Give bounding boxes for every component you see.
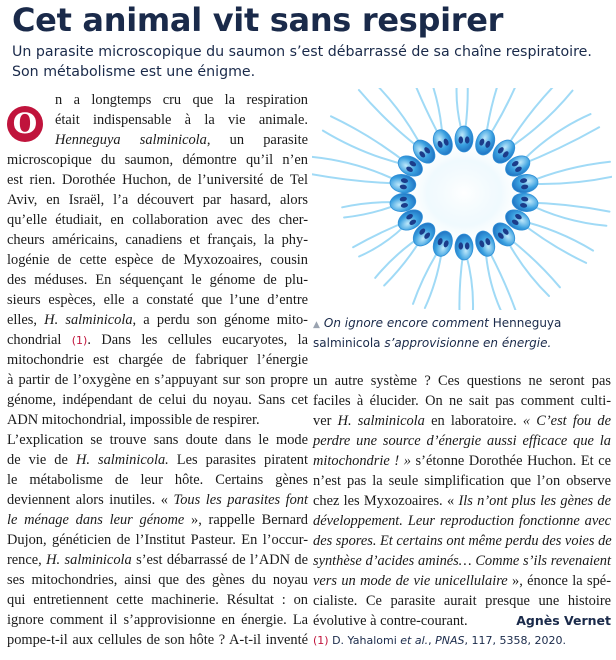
body-line: des méduses. En séquençant le génome de plu- — [7, 272, 308, 288]
body-text: s’étonne Dorothée Huchon. Et ce — [410, 453, 612, 469]
body-line: logénie de cette espèce de Myxozoaires, cousin — [7, 252, 308, 268]
body-text: ver — [313, 413, 338, 429]
deck-line: Son métabolisme est une énigme. — [12, 64, 256, 80]
quote: Tous les parasites font — [173, 492, 309, 508]
parasite-spore — [455, 126, 473, 152]
body-line — [7, 330, 308, 350]
body-text: », énonce la spé- — [507, 573, 611, 589]
parasite-tail — [312, 173, 403, 184]
parasite-illustration — [312, 88, 612, 310]
footnote-text: , 117, 5358, 2020. — [464, 634, 566, 647]
body-line: Aviv, en Israël, l’a découvert par hasard, alors — [7, 192, 308, 208]
triangle-icon: ▲ — [313, 320, 320, 330]
footnote-text: D. Yahalomi — [328, 634, 401, 647]
body-text: , a perdu son génome mito- — [132, 312, 308, 328]
caption-text: On ignore encore comment — [323, 316, 493, 330]
body-line — [7, 130, 308, 150]
body-line: faciles à élucider. On ne sait pas comment culti- — [313, 393, 611, 409]
quote: le ménage dans leur génome — [7, 512, 185, 528]
body-text: évolutive à contre-courant. — [313, 613, 468, 629]
footnote-marker: (1) — [313, 634, 329, 647]
article-deck — [12, 42, 608, 82]
body-line: mitochondrie est chargée de fabriquer l’énergie — [7, 352, 308, 368]
body-text: . Dans les cellules eucaryotes, la — [87, 332, 308, 348]
body-line: est rien. Dorothée Huchon, de l’université de Tel — [7, 172, 308, 188]
caption-species: salminicola — [313, 336, 381, 350]
body-line: perdre une source d’énergie aussi efficace que la — [313, 433, 611, 449]
body-line — [313, 611, 611, 631]
body-line: n’est pas la seule simplification que l’on observe — [313, 473, 611, 489]
body-line — [313, 411, 611, 431]
body-line — [7, 450, 308, 470]
body-line: à partir de l’oxygène en s’appuyant sur son propre — [7, 372, 308, 388]
footnote — [313, 633, 611, 649]
article-column-right — [313, 371, 611, 631]
body-line: développement. Leur reproduction fonctionne avec — [313, 513, 611, 529]
body-line: n a longtemps cru que la respiration — [55, 92, 308, 108]
species-name: H. salminicola — [337, 413, 425, 429]
article-title: Cet animal vit sans respirer — [12, 1, 504, 39]
caption-line — [313, 314, 611, 334]
parasite-spore — [455, 234, 473, 260]
reference-marker[interactable]: (1) — [71, 334, 88, 347]
parasite-tail — [359, 90, 424, 152]
body-text: chondrial — [7, 332, 72, 348]
species-name: H. salminicola. — [75, 452, 169, 468]
footnote-journal: PNAS — [435, 634, 465, 647]
body-text: rence, — [7, 552, 47, 568]
body-line: un autre système ? Ces questions ne seront pas — [313, 373, 611, 389]
body-text: chez les Myxozoaires. « — [313, 493, 459, 509]
quote: mitochondrie ! » — [313, 453, 411, 469]
body-line — [7, 490, 308, 510]
body-line — [313, 571, 611, 591]
quote: « C’est fou de — [522, 413, 611, 429]
caption-line — [313, 334, 611, 352]
body-line: L’explication se trouve sans doute dans le mode — [7, 432, 308, 448]
footnote-text: et al. — [400, 634, 429, 647]
body-line: synthèse d’acides aminés… Comme s’ils revenaient — [313, 553, 611, 569]
caption-text: s’approvisionne en énergie. — [380, 336, 552, 350]
body-line: qui entretiennent cette machinerie. Résultat : on — [7, 592, 308, 608]
body-text: , un parasite — [206, 132, 308, 148]
body-line: ignore comment il s’approvisionne en énergie. La — [7, 612, 308, 628]
footnote-text: , — [428, 634, 436, 647]
body-text: s’est débarrassé de l’ADN de — [131, 552, 308, 568]
body-line — [7, 510, 308, 530]
author-byline: Agnès Vernet — [516, 613, 611, 628]
body-line: ADN mitochondrial, impossible de respirer. — [7, 412, 260, 428]
body-line — [313, 491, 611, 511]
body-text: Les parasites piratent — [168, 452, 309, 468]
parasite-tail — [518, 114, 591, 166]
body-line — [7, 310, 308, 330]
article-column-left — [7, 90, 308, 650]
parasite-tail — [504, 91, 573, 152]
body-line: qu’elle étudiait, en collaboration avec des cher- — [7, 212, 308, 228]
body-line: génome, indépendant de celui du noyau. Sans cet — [7, 392, 308, 408]
species-name: H. salminicola — [44, 312, 133, 328]
body-line: sieurs espèces, elle a constaté que l’une d’entre — [7, 292, 308, 308]
figure-caption — [313, 314, 611, 352]
body-text: de vie de — [7, 452, 76, 468]
caption-species: Henneguya — [492, 316, 562, 330]
dropcap: O — [7, 106, 43, 142]
species-name: Henneguya salminicola — [55, 132, 207, 148]
body-line: cheurs américains, canadiens et français, la phy- — [7, 232, 308, 248]
body-line: Dujon, généticien de l’Institut Pasteur. En l’occur- — [7, 532, 308, 548]
body-line: des spores. Et certains ont même perdu des voies de — [313, 533, 612, 549]
parasite-illustration-icon — [312, 88, 612, 310]
body-text: en laboratoire. — [424, 413, 523, 429]
body-line: cialiste. Ce parasite aurait presque une histoire — [313, 593, 611, 609]
body-line: ses mitochondries, ainsi que des gènes du noyau — [7, 572, 308, 588]
body-line: était indispensable à la vie animale. — [55, 112, 308, 128]
body-line — [7, 550, 308, 570]
deck-line: Un parasite microscopique du saumon s’est débarrassé de sa chaîne respiratoire. — [12, 44, 592, 60]
quote: vers un mode de vie unicellulaire — [313, 573, 508, 589]
quote: Ils n’ont plus les gènes de — [458, 493, 612, 509]
body-line: le métabolisme de leur hôte. Certains gènes — [7, 472, 308, 488]
body-text: deviennent alors inutiles. « — [7, 492, 174, 508]
body-line — [313, 451, 611, 471]
body-line: pompe-t-il aux cellules de son hôte ? A-t-il inventé — [7, 632, 308, 648]
body-text: », rappelle Bernard — [184, 512, 308, 528]
species-name: H. salminicola — [46, 552, 132, 568]
body-text: elles, — [7, 312, 45, 328]
body-line: microscopique du saumon, démontre qu’il n’en — [7, 152, 308, 168]
